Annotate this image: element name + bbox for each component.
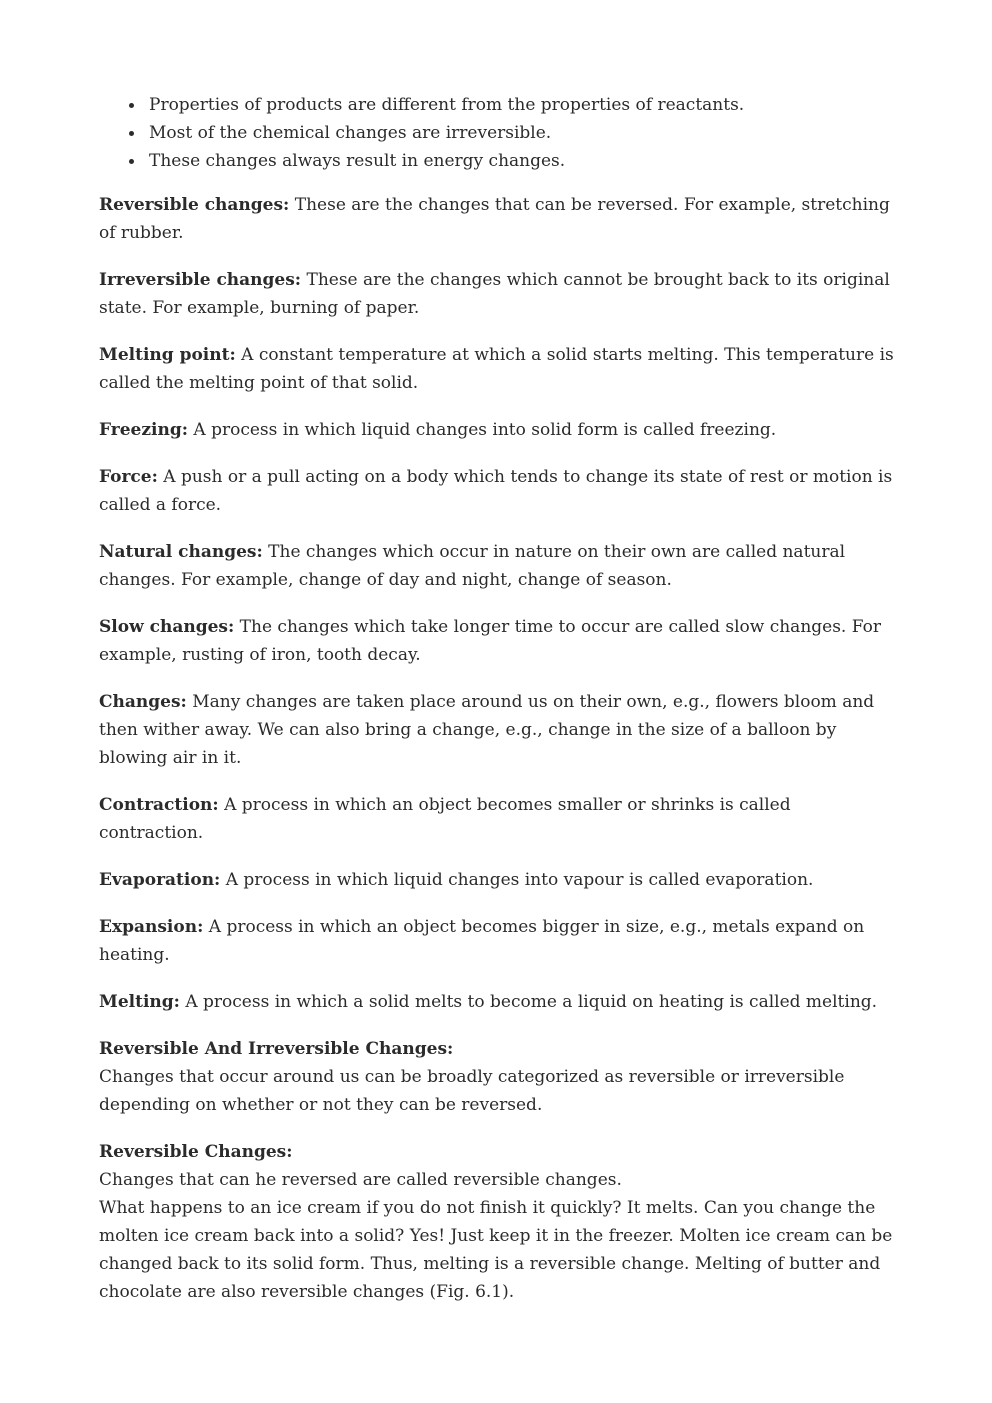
definition-changes [99, 688, 899, 772]
bullet-icon [129, 103, 134, 108]
bullet-icon [129, 131, 134, 136]
definition-term: Contraction: [99, 795, 219, 815]
definition-text: These are the changes that can be reversed. For example, stretching of rubber. [99, 195, 890, 243]
definition-text: A constant temperature at which a solid starts melting. This temperature is called the melting point of that solid. [99, 345, 894, 393]
definition-term: Reversible changes: [99, 195, 290, 215]
definition-term: Irreversible changes: [99, 270, 302, 290]
definition-reversible-changes [99, 191, 899, 247]
definition-irreversible-changes [99, 266, 899, 322]
section-reversible-and-irreversible [99, 1035, 899, 1119]
definition-natural-changes [99, 538, 899, 594]
definition-force [99, 463, 899, 519]
definition-text: The changes which take longer time to occur are called slow changes. For example, rusting of iron, tooth decay. [99, 617, 881, 665]
definition-term: Evaporation: [99, 870, 221, 890]
section-title: Reversible And Irreversible Changes: [99, 1039, 454, 1059]
definition-term: Melting point: [99, 345, 236, 365]
definition-text: A process in which liquid changes into solid form is called freezing. [188, 420, 777, 440]
definition-term: Force: [99, 467, 158, 487]
definition-term: Freezing: [99, 420, 188, 440]
definition-term: Expansion: [99, 917, 204, 937]
section-body: Changes that can he reversed are called reversible changes. [99, 1170, 622, 1190]
definition-term: Slow changes: [99, 617, 235, 637]
section-body: Changes that occur around us can be broadly categorized as reversible or irreversible depending on whether or not they can be reversed. [99, 1067, 845, 1115]
section-title: Reversible Changes: [99, 1142, 293, 1162]
bullet-icon [129, 159, 134, 164]
section-reversible-changes [99, 1138, 899, 1306]
chemical-change-properties-list [99, 91, 899, 175]
list-item: Most of the chemical changes are irreversible. [99, 119, 899, 147]
definition-term: Changes: [99, 692, 187, 712]
definition-contraction [99, 791, 899, 847]
definition-text: A process in which a solid melts to become a liquid on heating is called melting. [179, 992, 878, 1012]
definition-term: Natural changes: [99, 542, 263, 562]
list-item: Properties of products are different from the properties of reactants. [99, 91, 899, 119]
definition-expansion [99, 913, 899, 969]
definition-freezing [99, 416, 899, 444]
definition-text: These are the changes which cannot be brought back to its original state. For example, burning of paper. [99, 270, 890, 318]
definition-evaporation [99, 866, 899, 894]
definition-text: A process in which an object becomes bigger in size, e.g., metals expand on heating. [99, 917, 865, 965]
list-item: These changes always result in energy changes. [99, 147, 899, 175]
definition-term: Melting: [99, 992, 180, 1012]
definition-melting-point [99, 341, 899, 397]
definition-text: A push or a pull acting on a body which tends to change its state of rest or motion is called a force. [99, 467, 893, 515]
definition-text: Many changes are taken place around us on their own, e.g., flowers bloom and then wither away. We can also bring a change, e.g., change in the size of a balloon by blowing air in it. [99, 692, 875, 768]
definition-slow-changes [99, 613, 899, 669]
section-body: What happens to an ice cream if you do not finish it quickly? It melts. Can you change the molten ice cream back into a solid? Yes! Just keep it in the freezer. Molten ice cream can be changed back to its solid form. Thus, melting is a reversible change. Melting of butter and chocolate are also reversible changes (Fig. 6.1). [99, 1198, 893, 1302]
definition-text: A process in which liquid changes into vapour is called evaporation. [220, 870, 814, 890]
definition-melting [99, 988, 899, 1016]
document-page [99, 91, 899, 1325]
definition-text: A process in which an object becomes smaller or shrinks is called contraction. [99, 795, 791, 843]
definition-text: The changes which occur in nature on their own are called natural changes. For example, change of day and night, change of season. [99, 542, 846, 590]
